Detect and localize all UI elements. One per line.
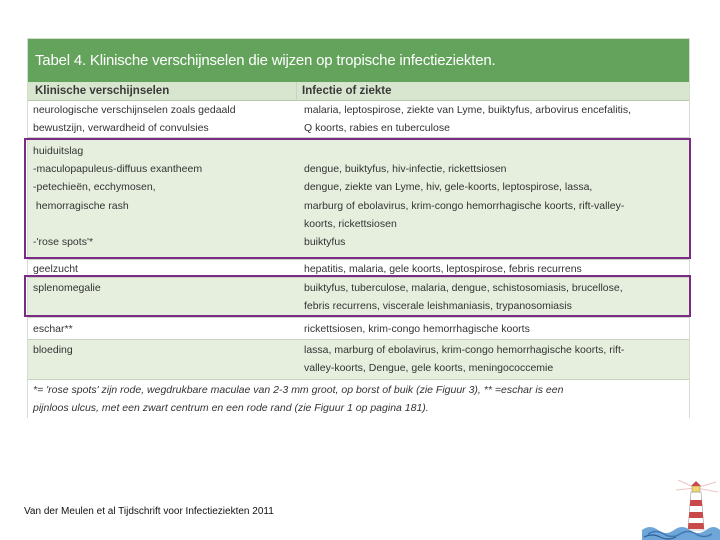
cell-line: huiduitslag — [33, 145, 84, 157]
cell-line: hemorragische rash — [33, 199, 129, 212]
cell-line: splenomegalie — [33, 282, 101, 294]
table-row — [28, 340, 689, 380]
cell-line: valley-koorts, Dengue, gele koorts, meningococcemie — [304, 362, 554, 375]
cell-line: -'rose spots'* — [33, 236, 94, 248]
cell-line: bewustzijn, verwardheid of convulsies — [33, 122, 209, 135]
cell-line: -petechieën, ecchymosen, — [33, 181, 156, 194]
cell-line: marburg of ebolavirus, krim-congo hemorrhagische koorts, rift-valley- — [304, 199, 625, 212]
infection-cell — [299, 341, 694, 377]
footnote-line: pijnloos ulcus, met een zwart centrum en een rode rand (zie Figuur 1 op pagina 181). — [33, 402, 429, 414]
symptom-cell — [28, 341, 301, 359]
infection-cell — [299, 101, 694, 137]
header-infection: Infectie of ziekte — [302, 85, 392, 97]
highlight-box-rash — [24, 138, 691, 259]
citation: Van der Meulen et al Tijdschrift voor Infectieziekten 2011 — [24, 506, 274, 517]
header-symptoms: Klinische verschijnselen — [35, 85, 170, 97]
cell-line: buiktyfus — [304, 236, 346, 248]
cell-line: -maculopapuleus-diffuus exantheem — [33, 163, 203, 176]
cell-line: bloeding — [33, 344, 73, 356]
cell-line: Q koorts, rabies en tuberculose — [304, 122, 450, 135]
cell-line: febris recurrens, viscerale leishmaniasis, trypanosomiasis — [304, 300, 572, 313]
symptom-cell — [28, 101, 301, 137]
cell-line: eschar** — [33, 323, 73, 335]
highlight-box-splenomegaly — [24, 275, 691, 317]
lighthouse-icon — [638, 478, 720, 540]
table-title: Tabel 4. Klinische verschijnselen die wijzen op tropische infectieziekten. — [28, 39, 689, 82]
table-row — [28, 101, 689, 138]
table-row — [28, 318, 689, 340]
table-header-row — [28, 82, 689, 101]
cell-line: rickettsiosen, krim-congo hemorrhagische koorts — [304, 323, 530, 335]
cell-line: malaria, leptospirose, ziekte van Lyme, buiktyfus, arbovirus encefalitis, — [304, 104, 632, 116]
cell-line: dengue, ziekte van Lyme, hiv, gele-koorts, leptospirose, lassa, — [304, 181, 593, 194]
footnote-line: *= 'rose spots' zijn rode, wegdrukbare maculae van 2-3 mm groot, op borst of buik (zie Figuur 3), ** =eschar is een — [33, 384, 564, 396]
table-footnote — [28, 380, 689, 418]
symptom-cell — [28, 320, 301, 338]
cell-line: neurologische verschijnselen zoals gedaald — [33, 104, 236, 116]
cell-line: lassa, marburg of ebolavirus, krim-congo hemorrhagische koorts, rift- — [304, 344, 625, 356]
cell-line: koorts, rickettsiosen — [304, 217, 397, 230]
cell-line: geelzucht — [33, 263, 78, 275]
cell-line: dengue, buiktyfus, hiv-infectie, rickettsiosen — [304, 163, 507, 176]
cell-line: buiktyfus, tuberculose, malaria, dengue, schistosomiasis, brucellose, — [304, 282, 623, 294]
infection-cell — [299, 320, 694, 338]
cell-line: hepatitis, malaria, gele koorts, leptospirose, febris recurrens — [304, 263, 582, 275]
